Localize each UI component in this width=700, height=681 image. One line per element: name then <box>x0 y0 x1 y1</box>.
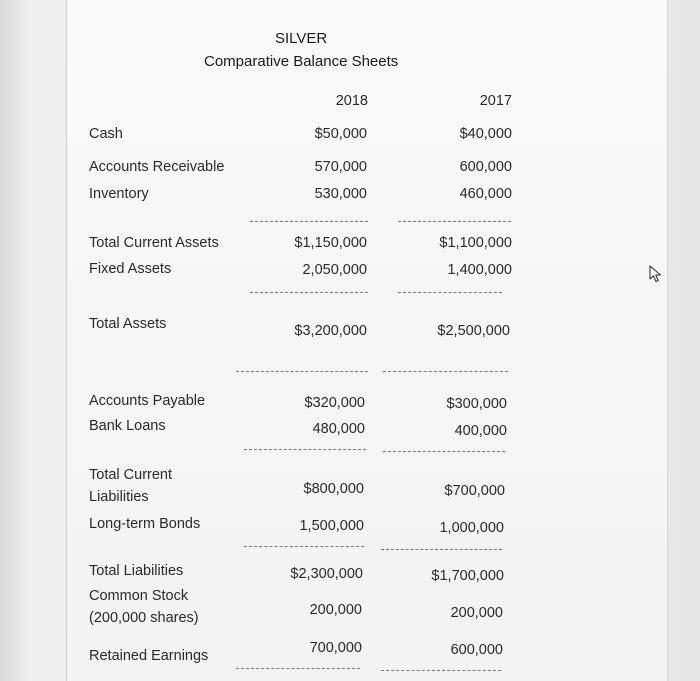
row-label-fixed-assets: Fixed Assets <box>89 261 172 277</box>
row-label-total-current-assets: Total Current Assets <box>89 235 219 251</box>
value-inventory-2018: 530,000 <box>314 186 367 202</box>
row-label-retained-earnings: Retained Earnings <box>89 648 209 664</box>
row-label-accounts-payable: Accounts Payable <box>89 393 206 409</box>
value-retained-2017: 600,000 <box>450 642 503 658</box>
subtotal-rule-2017 <box>383 451 505 452</box>
value-common-2018: 200,000 <box>309 602 362 618</box>
value-tca-2018: $1,150,000 <box>294 235 367 251</box>
subtotal-rule-2017 <box>398 292 502 293</box>
value-ar-2018: 570,000 <box>314 159 367 175</box>
value-tca-2017: $1,100,000 <box>439 235 512 251</box>
subtotal-rule-2018 <box>244 546 364 547</box>
row-label-common-stock-line2: (200,000 shares) <box>89 610 199 626</box>
total-rule-2017 <box>383 371 508 372</box>
row-label-bank-loans: Bank Loans <box>89 418 166 434</box>
row-label-cash: Cash <box>89 126 123 142</box>
subtotal-rule-2017 <box>398 221 511 222</box>
mouse-pointer-icon <box>648 264 664 284</box>
document-title: SILVER <box>275 30 328 47</box>
subtotal-rule-2018 <box>250 221 368 222</box>
value-fixed-2017: 1,400,000 <box>447 262 512 278</box>
subtotal-rule-2018 <box>244 449 366 450</box>
row-label-long-term-bonds: Long-term Bonds <box>89 516 201 532</box>
row-label-total-assets: Total Assets <box>89 316 167 332</box>
value-tcl-2017: $700,000 <box>444 483 505 499</box>
value-cash-2018: $50,000 <box>314 126 367 142</box>
value-ar-2017: 600,000 <box>459 159 512 175</box>
subtotal-rule-2017 <box>381 670 501 671</box>
value-total-assets-2017: $2,500,000 <box>437 323 510 339</box>
value-total-liabilities-2018: $2,300,000 <box>290 566 363 582</box>
row-label-total-current-liabilities-line2: Liabilities <box>89 489 149 505</box>
row-label-accounts-receivable: Accounts Receivable <box>89 159 225 175</box>
row-label-common-stock-line1: Common Stock <box>89 588 189 604</box>
value-bonds-2018: 1,500,000 <box>299 518 364 534</box>
subtotal-rule-2017 <box>381 549 502 550</box>
year-header-2018: 2018 <box>335 93 368 109</box>
row-label-total-liabilities: Total Liabilities <box>89 563 184 579</box>
value-bank-2018: 480,000 <box>312 421 365 437</box>
value-ap-2018: $320,000 <box>304 395 365 411</box>
value-ap-2017: $300,000 <box>446 396 507 412</box>
value-total-liabilities-2017: $1,700,000 <box>431 568 504 584</box>
year-header-2017: 2017 <box>479 93 512 109</box>
row-label-total-current-liabilities-line1: Total Current <box>89 467 173 483</box>
total-rule-2018 <box>236 371 368 372</box>
row-label-inventory: Inventory <box>89 186 149 202</box>
subtotal-rule-2018 <box>250 292 368 293</box>
value-retained-2018: 700,000 <box>309 640 362 656</box>
subtotal-rule-2018 <box>236 668 360 669</box>
value-inventory-2017: 460,000 <box>459 186 512 202</box>
value-total-assets-2018: $3,200,000 <box>294 323 367 339</box>
value-tcl-2018: $800,000 <box>303 481 364 497</box>
value-fixed-2018: 2,050,000 <box>302 262 367 278</box>
document-subtitle: Comparative Balance Sheets <box>204 53 399 70</box>
value-cash-2017: $40,000 <box>459 126 512 142</box>
value-bank-2017: 400,000 <box>454 423 507 439</box>
value-common-2017: 200,000 <box>450 605 503 621</box>
value-bonds-2017: 1,000,000 <box>439 520 504 536</box>
